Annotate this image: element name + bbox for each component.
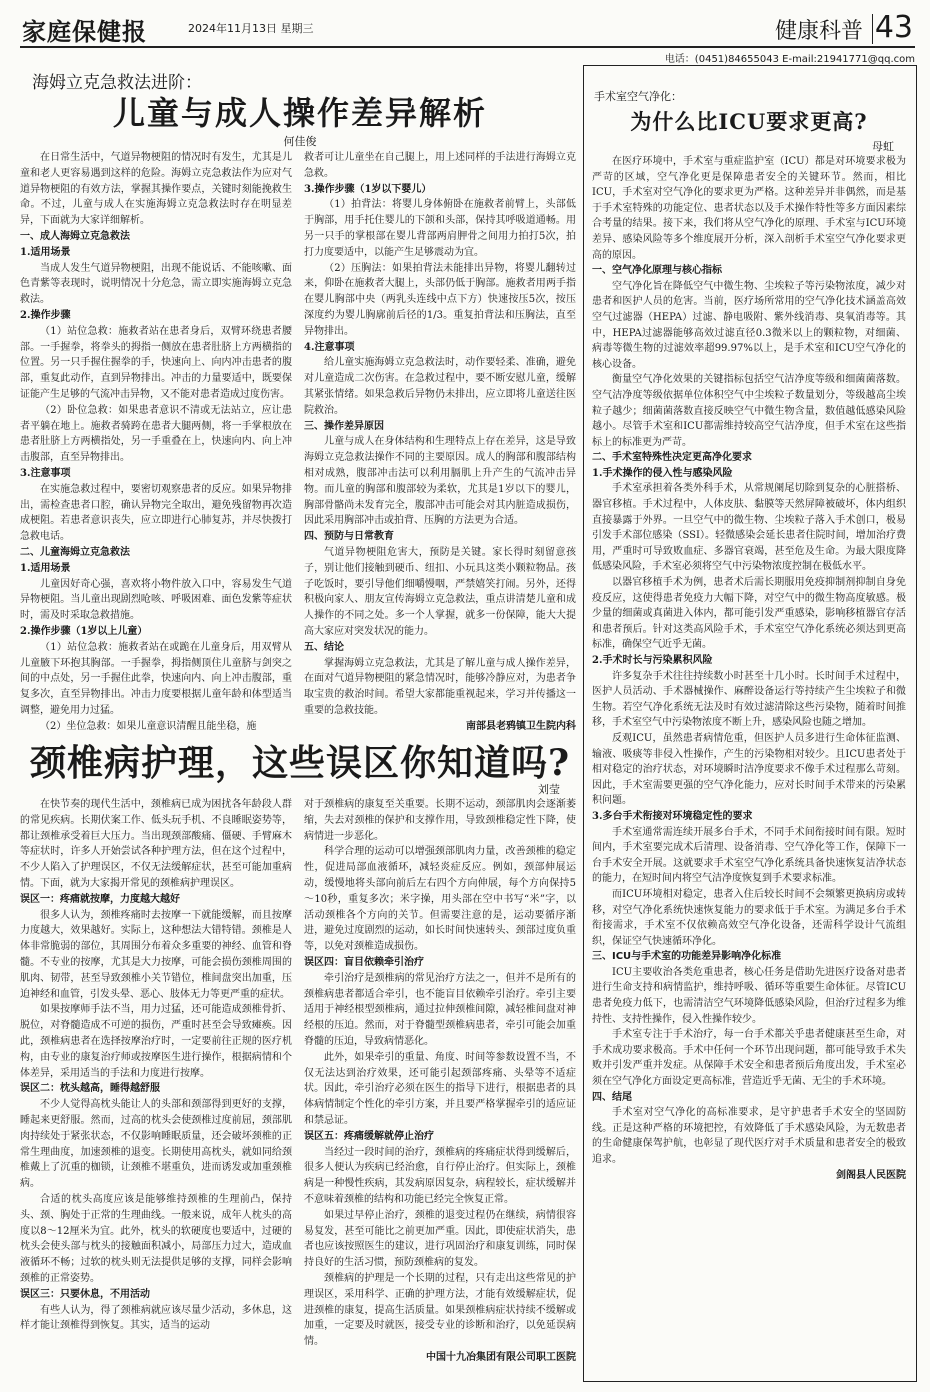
article3-box — [583, 65, 917, 1382]
paragraph: 在快节奏的现代生活中，颈椎病已成为困扰各年龄段人群的常见疾病。长期伏案工作、低头玩手机、不良睡眠姿势等，都让颈椎承受着巨大压力。当出现颈部酸痛、僵硬、手臂麻木等症状时，许多人开始尝试各种护理方法，但在这个过程中，不少人陷入了护理误区，不仅无法缓解症状，甚至可能加重病情。下面，就为大家揭开常见的颈椎病护理误区。 — [20, 799, 292, 889]
paragraph: 空气净化旨在降低空气中微生物、尘埃粒子等污染物浓度，减少对患者和医护人员的危害。当前，医疗场所常用的空气净化技术涵盖高效空气过滤器（HEPA）过滤、静电吸附、紫外线消毒、臭氧消毒等。其中，HEPA过滤器能够高效过滤直径0.3微米以上的颗粒物，对细菌、病毒等微生物的过滤效率超99.97%以上，是手术室和ICU空气净化的核心设备。 — [592, 280, 906, 370]
contact-line: 电话：(0451)84655043 E-mail:21941771@qq.com — [664, 54, 915, 65]
paragraph: 在医疗环境中，手术室与重症监护室（ICU）都是对环境要求极为严苛的区域，空气净化更是保障患者安全的关键环节。然而，相比ICU，手术室对空气净化的要求更为严格。这种差异并非偶然，而是基于手术室特殊的功能定位、患者状态以及手术操作特性等多方面因素综合考量的结果。接下来，我们将从空气净化的原理、手术室与ICU环境差异、感染风险等多个维度展开分析，深入剖析手术室空气净化要求更高的原因。 — [592, 156, 906, 261]
subheading: 2.操作步骤（1岁以上儿童） — [20, 625, 148, 637]
section-heading: 三、ICU与手术室的功能差异影响净化标准 — [592, 951, 782, 963]
paragraph: 此外，如果牵引的重量、角度、时间等参数设置不当，不仅无法达到治疗效果，还可能引起颈部疼痛、头晕等不适症状。因此，牵引治疗必须在医生的指导下进行，根据患者的具体病情制定个性化的牵引方案，并且要严格掌握牵引的适应证和禁忌证。 — [304, 1051, 576, 1126]
section-heading: 一、空气净化原理与核心指标 — [592, 265, 722, 277]
paragraph-continued: 对于颈椎病的康复至关重要。长期不运动，颈部肌肉会逐渐萎缩，失去对颈椎的保护和支撑作用，导致颈椎稳定性下降，使病情进一步恶化。 — [304, 799, 576, 842]
section-heading: 误区二：枕头越高，睡得越舒服 — [20, 1083, 160, 1095]
paragraph: 科学合理的运动可以增强颈部肌肉力量，改善颈椎的稳定性，促进局部血液循环，减轻炎症反应。例如，颈部伸展运动，缓慢地将头部向前后左右四个方向伸展，每个方向保持5～10秒，重复多次；米字操，用头部在空中书写“米”字，以活动颈椎各个方向的关节。但需要注意的是，运动要循序渐进，避免过度剧烈的运动，如长时间快速转头、颈部过度负重等，以免对颈椎造成损伤。 — [304, 846, 576, 953]
paragraph: 很多人认为，颈椎疼痛时去按摩一下就能缓解，而且按摩力度越大，效果越好。实际上，这种想法大错特错。颈椎是人体非常脆弱的部位，其周围分布着众多重要的神经、血管和脊髓。不专业的按摩，尤其是大力按摩，可能会损伤颈椎周围的肌肉、韧带，甚至导致颈椎小关节错位，椎间盘突出加重，压迫神经和血管，引发头晕、恶心、肢体无力等更严重的症状。 — [20, 909, 292, 1000]
paper-name: 家庭保健报 — [22, 18, 147, 46]
paragraph: 颈椎病的护理是一个长期的过程，只有走出这些常见的护理误区，采用科学、正确的护理方法，才能有效缓解症状，促进颈椎的康复，提高生活质量。如果颈椎病症状持续不缓解或加重，一定要及时就医，接受专业的诊断和治疗，以免延误病情。 — [304, 1272, 576, 1348]
section-heading: 四、预防与日常教育 — [304, 531, 394, 543]
source-credit: 南部县老鸦镇卫生院内科 — [466, 720, 576, 732]
article1-col1 — [20, 150, 292, 732]
paragraph: 给儿童实施海姆立克急救法时，动作要轻柔、准确，避免对儿童造成二次伤害。在急救过程中，要不断安慰儿童，缓解其紧张情绪。如果急救后异物仍未排出，应立即将儿童送往医院救治。 — [304, 357, 576, 416]
paragraph: 而ICU环境相对稳定，患者入住后较长时间不会频繁更换病房或转移，对空气净化系统快速恢复能力的要求低于手术室。为满足多台手术衔接需求，手术室不仅依赖高效空气净化设备，还需科学设计气流组织，保证空气快速循环净化。 — [592, 888, 906, 947]
paragraph: 有些人认为，得了颈椎病就应该尽量少活动，多休息，这样才能让颈椎得到恢复。其实，适当的运动 — [20, 1304, 292, 1332]
paragraph: ICU主要收治各类危重患者，核心任务是借助先进医疗设备对患者进行生命支持和病情监护，维持呼吸、循环等重要生命体征。尽管ICU患者免疫力低下，也需清洁空气环境降低感染风险，但治疗过程多为维持性、支持性操作，侵入性操作较少。 — [592, 966, 906, 1025]
paragraph: 手术室专注于手术治疗，每一台手术都关乎患者健康甚至生命，对手术成功要求极高。手术中任何一个环节出现问题，都可能导致手术失败并引发严重并发症。从保障手术安全和患者预后角度出发，手术室必须在空气净化方面设定更高标准，营造近乎无菌、无尘的手术环境。 — [592, 1029, 906, 1088]
paragraph: 不少人觉得高枕头能让人的头部和颈部得到更好的支撑，睡起来更舒服。然而，过高的枕头会使颈椎过度前屈，颈部肌肉持续处于紧张状态，不仅影响睡眠质量，还会破坏颈椎的正常生理曲度，加速颈椎的退变。长期使用高枕头，就如同给颈椎戴上了沉重的枷锁，让颈椎不堪重负，进而诱发或加重颈椎病。 — [20, 1099, 292, 1190]
article1-col2 — [304, 150, 576, 732]
section-heading: 二、手术室特殊性决定更高净化要求 — [592, 452, 752, 464]
section-heading: 四、结尾 — [592, 1091, 632, 1103]
article2-author: 刘莹 — [538, 783, 560, 796]
article1-kicker: 海姆立克急救法进阶： — [32, 73, 202, 93]
paragraph: 牵引治疗是颈椎病的常见治疗方法之一，但并不是所有的颈椎病患者都适合牵引，也不能盲目依赖牵引治疗。牵引主要适用于神经根型颈椎病，通过拉伸颈椎间隙，减轻椎间盘对神经根的压迫。然而，对于脊髓型颈椎病患者，牵引可能会加重脊髓的压迫，导致病情恶化。 — [304, 972, 576, 1047]
article3-title: 为什么比ICU要求更高? — [630, 109, 868, 134]
section-heading: 一、成人海姆立克急救法 — [20, 230, 130, 242]
article3-author: 母虹 — [872, 140, 894, 153]
section-heading: 三、操作差异原因 — [304, 420, 384, 432]
subheading: 3.多台手术衔接对环境稳定性的要求 — [592, 810, 753, 822]
paragraph: 许多复杂手术往往持续数小时甚至十几小时。长时间手术过程中，医护人员活动、手术器械操作、麻醉设备运行等持续产生尘埃粒子和微生物。若空气净化系统无法及时有效过滤清除这些污染物，随着时间推移，手术室空气中污染物浓度不断上升，感染风险也随之增加。 — [592, 670, 906, 729]
paragraph: 反观ICU，虽然患者病情危重，但医护人员多进行生命体征监测、输液、吸痰等非侵入性操作，产生的污染物相对较少。且ICU患者处于相对稳定的治疗状态，对环境瞬时洁净度要求不像手术过程那么苛刻。因此，手术室需要更强的空气净化能力，应对长时间手术带来的污染累积问题。 — [592, 732, 906, 807]
issue-date: 2024年11月13日 星期三 — [188, 22, 314, 35]
paragraph: 如果按摩师手法不当，用力过猛，还可能造成颈椎骨折、脱位，对脊髓造成不可逆的损伤，严重时甚至会导致瘫痪。因此，颈椎病患者在选择按摩治疗时，一定要前往正规的医疗机构，由专业的康复治疗师或按摩医生进行操作，根据病情和个体差异，采用适当的手法和力度进行按摩。 — [20, 1004, 292, 1079]
section-name: 健康科普 — [774, 19, 863, 44]
source-credit: 剑阁县人民医院 — [836, 1169, 906, 1181]
paragraph: 以器官移植手术为例，患者术后需长期服用免疫抑制剂抑制自身免疫反应，这使得患者免疫力大幅下降，对空气中的微生物高度敏感。极少量的细菌或真菌进入体内，都可能引发严重感染，影响移植器官存活和患者预后。针对这类高风险手术，手术室空气净化系统必须达到更高标准，确保空气近乎无菌。 — [592, 577, 906, 651]
source-credit: 中国十九冶集团有限公司职工医院 — [426, 1351, 576, 1363]
paragraph: （1）站位急救：施救者站在或跪在儿童身后，用双臂从儿童腋下环抱其胸部。一手握拳，拇指侧顶住儿童脐与剑突之间的中点处，另一手握住此拳，快速向内、向上冲击腹部，重复多次，直至异物排出。冲击力度要根据儿童年龄和体型适当调整，避免用力过猛。 — [20, 641, 292, 716]
article1-title: 儿童与成人操作差异解析 — [112, 94, 487, 132]
page-number: 43 — [874, 10, 913, 45]
article3-body — [592, 154, 906, 1376]
section-heading: 五、结论 — [304, 641, 344, 653]
paragraph: （1）拍背法：将婴儿身体俯卧在施救者前臂上，头部低于胸部，用手托住婴儿的下颌和头部，保持其呼吸道通畅。用另一只手的掌根部在婴儿背部两肩胛骨之间用力拍打5次，拍打力度要适中，以能产生足够震动为宜。 — [304, 199, 576, 258]
article2-col2 — [304, 797, 576, 1387]
paragraph-continued: 救者可让儿童坐在自己腿上，用上述同样的手法进行海姆立克急救。 — [304, 152, 576, 179]
masthead-divider — [872, 14, 873, 44]
section-heading: 误区一：疼痛就按摩，力度越大越好 — [20, 893, 180, 905]
section-heading: 二、儿童海姆立克急救法 — [20, 546, 130, 558]
paragraph: 儿童与成人在身体结构和生理特点上存在差异，这是导致海姆立克急救法操作不同的主要原因。成人的胸部和腹部结构相对成熟，腹部冲击法可以利用膈肌上升产生的气流冲击异物。而儿童的胸部和腹部较为柔软，尤其是1岁以下的婴儿，胸部骨骼尚未发育完全，腹部冲击可能会对其内脏造成损伤，因此采用胸部冲击或拍背、压胸的方法更为合适。 — [304, 436, 576, 527]
paragraph: 在实施急救过程中，要密切观察患者的反应。如果异物排出，需检查患者口腔，确认异物完全取出，避免残留物再次造成梗阻。若患者意识丧失，应立即进行心肺复苏，并尽快拨打急救电话。 — [20, 483, 292, 543]
subheading: 3.注意事项 — [20, 467, 71, 479]
paragraph: （2）压胸法：如果拍背法未能排出异物，将婴儿翻转过来，仰卧在施救者大腿上，头部仍低于胸部。施救者用两手指在婴儿胸部中央（两乳头连线中点下方）快速按压5次，按压深度约为婴儿胸廓前后径的1/3。重复拍背法和压胸法，直至异物排出。 — [304, 262, 576, 337]
paragraph: 手术室对空气净化的高标准要求，是守护患者手术安全的坚固防线。正是这种严格的环境把控，有效降低了手术感染风险，为无数患者的生命健康保驾护航，也彰显了现代医疗对手术质量和患者安全的极致追求。 — [592, 1107, 906, 1165]
paragraph: （2）坐位急救：如果儿童意识清醒且能坐稳，施 — [40, 720, 257, 732]
paragraph: 气道异物梗阻危害大，预防是关键。家长得时刻留意孩子，别让他们接触到硬币、纽扣、小玩具这类小颗粒物品。孩子吃饭时，要引导他们细嚼慢咽，严禁嬉笑打闹。另外，还得积极向家人、朋友宣传海姆立克急救法，重点讲清楚儿童和成人操作的不同之处。多一个人掌握，就多一份保障，能大大提高大家应对突发状况的能力。 — [304, 546, 576, 637]
section-heading: 误区三：只要休息，不用活动 — [20, 1288, 150, 1300]
subheading: 1.手术操作的侵入性与感染风险 — [592, 467, 733, 479]
paragraph: 合适的枕头高度应该是能够维持颈椎的生理前凸，保持头、颈、胸处于正常的生理曲线。一般来说，成年人枕头的高度以8～12厘米为宜。此外，枕头的软硬度也要适中，过硬的枕头会使头部与枕头的接触面积减小，局部压力过大，造成血液循环不畅；过软的枕头则无法提供足够的支撑，同样会影响颈椎的正常姿势。 — [20, 1193, 292, 1284]
article1-author: 何佳俊 — [283, 135, 317, 148]
subheading: 3.操作步骤（1岁以下婴儿） — [304, 183, 432, 195]
masthead — [20, 8, 915, 48]
paragraph: 衡量空气净化效果的关键指标包括空气洁净度等级和细菌菌落数。空气洁净度等级依据单位体积空气中尘埃粒子数量划分，等级越高尘埃粒子越少；细菌菌落数直接反映空气中微生物含量，数值越低感染风险越小。尽管手术室和ICU都需维持较高空气洁净度，但手术室在这些指标上的标准更为严苛。 — [592, 374, 906, 448]
paragraph: 掌握海姆立克急救法，尤其是了解儿童与成人操作差异，在面对气道异物梗阻的紧急情况时，能够冷静应对，为患者争取宝贵的救治时间。希望大家都能重视起来，学习并传播这一重要的急救技能。 — [304, 657, 576, 716]
subheading: 1.适用场景 — [20, 246, 71, 258]
paragraph: 儿童因好奇心强，喜欢将小物件放入口中，容易发生气道异物梗阻。当儿童出现剧烈呛咳、呼吸困难、面色发紫等症状时，需及时采取急救措施。 — [20, 578, 292, 622]
article2-title: 颈椎病护理，这些误区你知道吗? — [29, 742, 571, 784]
paragraph: 手术室通常需连续开展多台手术，不同手术间衔接时间有限。短时间内，手术室要完成术后清理、设备消毒、空气净化等工作，保障下一台手术安全开展。这就要求手术室空气净化系统具备快速恢复洁净状态的能力，在短时间内将空气洁净度恢复到手术要求标准。 — [592, 826, 906, 885]
article2-col1 — [20, 797, 292, 1387]
section-heading: 误区五：疼痛缓解就停止治疗 — [304, 1130, 434, 1142]
paragraph: 在日常生活中，气道异物梗阻的情况时有发生，尤其是儿童和老人更容易遇到这样的危险。海姆立克急救法作为应对气道异物梗阻的有效方法，掌握其操作要点，关键时刻能挽救生命。不过，儿童与成人在实施海姆立克急救法时存在明显差异，下面就为大家详细解析。 — [20, 152, 292, 227]
article3-kicker: 手术室空气净化： — [594, 90, 682, 103]
paragraph: （1）站位急救：施救者站在患者身后，双臂环绕患者腰部。一手握拳，将拳头的拇指一侧放在患者肚脐上方两横指的位置。另一只手握住握拳的手，快速向上、向内冲击患者的腹部，重复此动作，直到异物排出。冲击的力量要适中，既要保证能产生足够的气流冲击异物，又不能对患者造成过度伤害。 — [20, 325, 292, 400]
paragraph: 当成人发生气道异物梗阻，出现不能说话、不能咳嗽、面色青紫等表现时，说明情况十分危急，需立即实施海姆立克急救法。 — [20, 262, 292, 306]
subheading: 4.注意事项 — [304, 341, 355, 353]
paragraph: （2）卧位急救：如果患者意识不清或无法站立，应让患者平躺在地上。施救者骑跨在患者大腿两侧，将一手掌根放在患者肚脐上方两横指处，另一手重叠在上，快速向内、向上冲击腹部，直至异物排出。 — [20, 404, 292, 464]
paragraph: 如果过早停止治疗，颈椎的退变过程仍在继续，病情很容易复发，甚至可能比之前更加严重。因此，即使症状消失，患者也应该按照医生的建议，进行巩固治疗和康复训练，同时保持良好的生活习惯，预防颈椎病的复发。 — [304, 1209, 576, 1269]
paragraph: 手术室承担着各类外科手术，从常规阑尾切除到复杂的心脏搭桥、器官移植。手术过程中，人体皮肤、黏膜等天然屏障被破坏，体内组织直接暴露于外界。一旦空气中的微生物、尘埃粒子落入手术创口，极易引发手术部位感染（SSI）。轻微感染会延长患者住院时间，增加治疗费用，严重时可导致败血症、多器官衰竭，甚至危及生命。为最大限度降低感染风险，手术室必须将空气中污染物浓度控制在极低水平。 — [592, 483, 906, 573]
paragraph: 当经过一段时间的治疗，颈椎病的疼痛症状得到缓解后，很多人便认为疾病已经治愈，自行停止治疗。但实际上，颈椎病是一种慢性疾病，其发病原因复杂，病程较长，症状缓解并不意味着颈椎的结构和功能已经完全恢复正常。 — [304, 1146, 576, 1205]
subheading: 2.操作步骤 — [20, 309, 71, 321]
subheading: 1.适用场景 — [20, 562, 71, 574]
section-heading: 误区四：盲目依赖牵引治疗 — [304, 956, 424, 968]
subheading: 2.手术时长与污染累积风险 — [592, 655, 713, 666]
